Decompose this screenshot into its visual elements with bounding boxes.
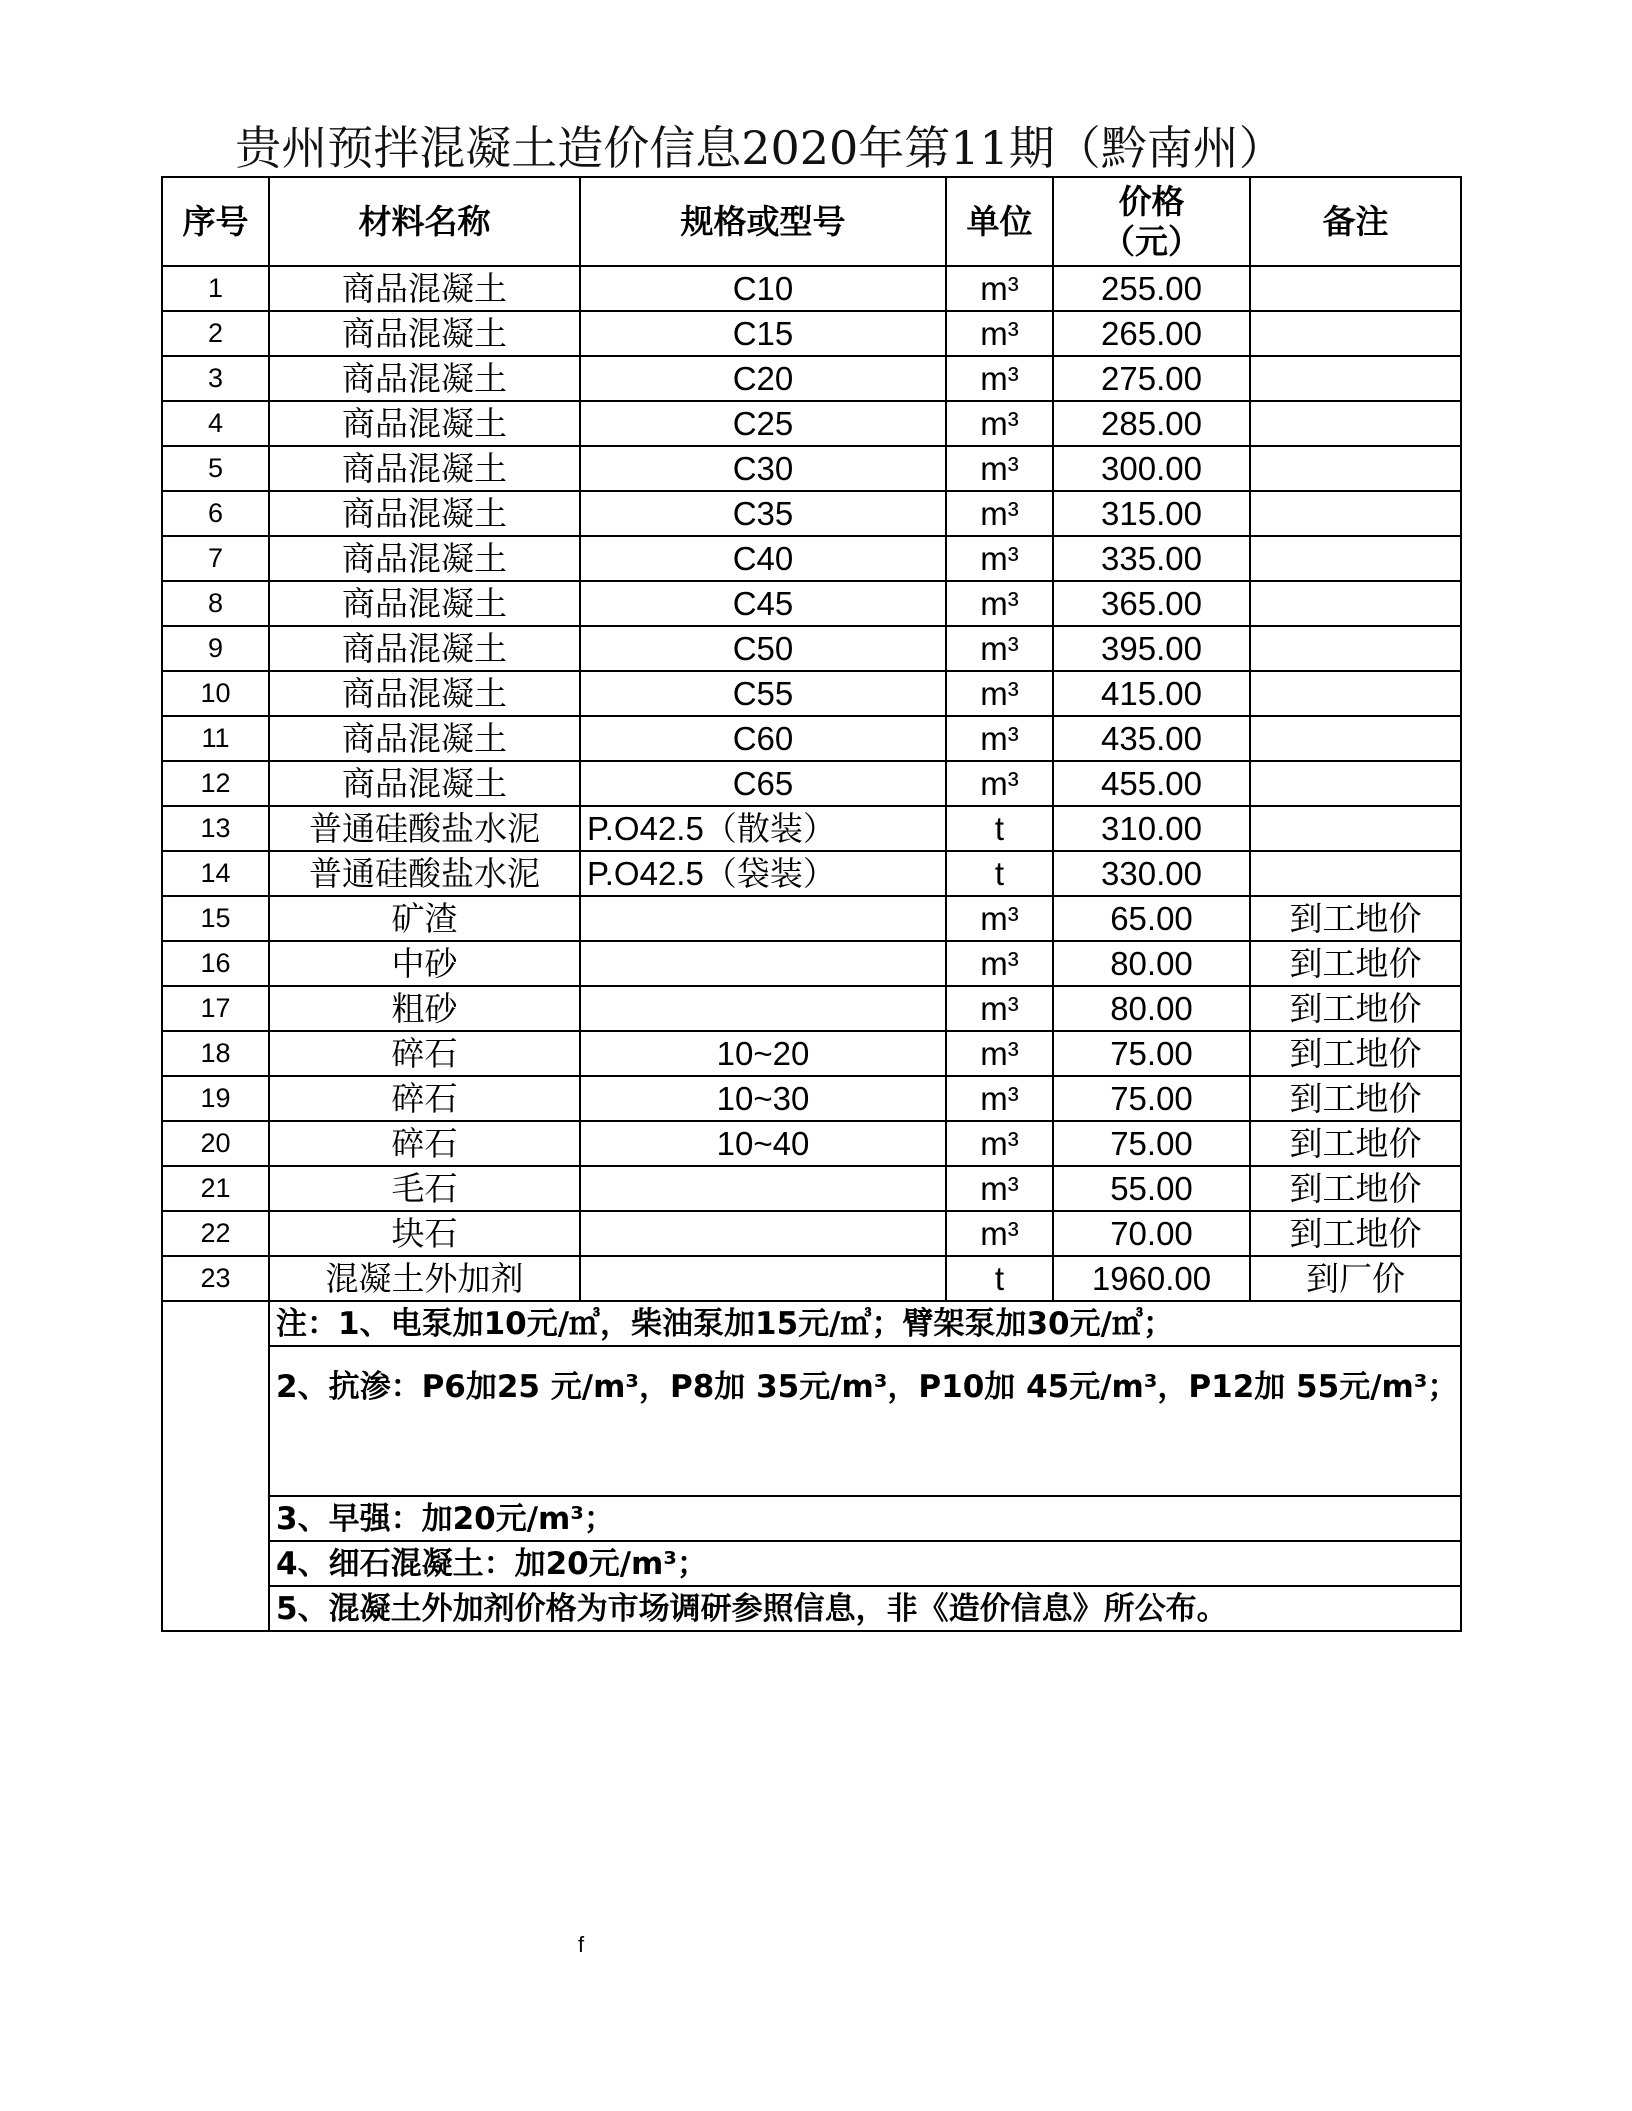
cell-price: 65.00 — [1053, 896, 1250, 941]
table-row — [162, 536, 1461, 581]
cell-no: 6 — [162, 491, 269, 536]
cell-spec: P.O42.5（袋装） — [580, 851, 946, 896]
cell-unit: m³ — [946, 1211, 1053, 1256]
cell-price: 330.00 — [1053, 851, 1250, 896]
note-row — [162, 1541, 1461, 1586]
cell-material-name: 碎石 — [269, 1076, 580, 1121]
cell-unit: m³ — [946, 266, 1053, 311]
cell-spec: C45 — [580, 581, 946, 626]
cell-remark: 到工地价 — [1250, 1076, 1461, 1121]
cell-no: 20 — [162, 1121, 269, 1166]
cell-price: 80.00 — [1053, 986, 1250, 1031]
cell-unit: m³ — [946, 446, 1053, 491]
cell-material-name: 商品混凝土 — [269, 536, 580, 581]
cell-material-name: 商品混凝土 — [269, 446, 580, 491]
cell-material-name: 商品混凝土 — [269, 626, 580, 671]
table-row — [162, 626, 1461, 671]
cell-remark: 到工地价 — [1250, 1211, 1461, 1256]
cell-price: 80.00 — [1053, 941, 1250, 986]
cell-remark — [1250, 266, 1461, 311]
cell-unit: m³ — [946, 1166, 1053, 1211]
cell-remark — [1250, 716, 1461, 761]
table-row — [162, 896, 1461, 941]
cell-spec: C30 — [580, 446, 946, 491]
table-row — [162, 671, 1461, 716]
cell-no: 9 — [162, 626, 269, 671]
cell-remark: 到工地价 — [1250, 1031, 1461, 1076]
cell-material-name: 矿渣 — [269, 896, 580, 941]
cell-no: 1 — [162, 266, 269, 311]
cell-price: 75.00 — [1053, 1031, 1250, 1076]
cell-unit: m³ — [946, 581, 1053, 626]
cell-material-name: 商品混凝土 — [269, 401, 580, 446]
cell-remark — [1250, 446, 1461, 491]
cell-spec — [580, 1256, 946, 1301]
cell-no: 13 — [162, 806, 269, 851]
cell-price: 395.00 — [1053, 626, 1250, 671]
cell-material-name: 粗砂 — [269, 986, 580, 1031]
cell-unit: m³ — [946, 1076, 1053, 1121]
cell-material-name: 碎石 — [269, 1031, 580, 1076]
cell-material-name: 商品混凝土 — [269, 761, 580, 806]
cell-remark — [1250, 626, 1461, 671]
cell-material-name: 商品混凝土 — [269, 671, 580, 716]
note-row — [162, 1496, 1461, 1541]
cell-price: 75.00 — [1053, 1076, 1250, 1121]
cell-price: 285.00 — [1053, 401, 1250, 446]
cell-spec: 10~20 — [580, 1031, 946, 1076]
note-2: 2、抗渗：P6加25 元/m³，P8加 35元/m³，P10加 45元/m³，P12加 55元/m³； — [269, 1346, 1461, 1496]
note-row — [162, 1586, 1461, 1631]
cell-material-name: 商品混凝土 — [269, 581, 580, 626]
cell-spec: C40 — [580, 536, 946, 581]
cell-unit: m³ — [946, 761, 1053, 806]
cell-no: 19 — [162, 1076, 269, 1121]
note-3: 3、早强：加20元/m³； — [269, 1496, 1461, 1541]
cell-price: 435.00 — [1053, 716, 1250, 761]
cell-no: 7 — [162, 536, 269, 581]
cell-material-name: 普通硅酸盐水泥 — [269, 806, 580, 851]
cell-price: 310.00 — [1053, 806, 1250, 851]
cell-no: 10 — [162, 671, 269, 716]
cell-price: 415.00 — [1053, 671, 1250, 716]
cell-spec: C25 — [580, 401, 946, 446]
header-price: 价格 （元） — [1053, 177, 1250, 266]
cell-remark — [1250, 671, 1461, 716]
cell-spec: C15 — [580, 311, 946, 356]
table-row — [162, 1166, 1461, 1211]
cell-price: 315.00 — [1053, 491, 1250, 536]
note-4: 4、细石混凝土：加20元/m³； — [269, 1541, 1461, 1586]
cell-spec: C20 — [580, 356, 946, 401]
cell-unit: t — [946, 851, 1053, 896]
cell-price: 335.00 — [1053, 536, 1250, 581]
cell-remark — [1250, 491, 1461, 536]
header-spec: 规格或型号 — [580, 177, 946, 266]
header-row — [162, 177, 1461, 266]
cell-remark — [1250, 311, 1461, 356]
cell-material-name: 毛石 — [269, 1166, 580, 1211]
cell-material-name: 商品混凝土 — [269, 716, 580, 761]
cell-remark: 到工地价 — [1250, 1166, 1461, 1211]
cell-no: 11 — [162, 716, 269, 761]
cell-material-name: 块石 — [269, 1211, 580, 1256]
table-row — [162, 761, 1461, 806]
cell-no: 4 — [162, 401, 269, 446]
cell-no: 17 — [162, 986, 269, 1031]
cell-price: 265.00 — [1053, 311, 1250, 356]
cell-unit: m³ — [946, 356, 1053, 401]
note-row — [162, 1301, 1461, 1346]
cell-unit: m³ — [946, 716, 1053, 761]
cell-spec: C55 — [580, 671, 946, 716]
cell-remark: 到工地价 — [1250, 941, 1461, 986]
table-row — [162, 716, 1461, 761]
table-row — [162, 851, 1461, 896]
cell-spec: C35 — [580, 491, 946, 536]
cell-no: 18 — [162, 1031, 269, 1076]
cell-unit: m³ — [946, 671, 1053, 716]
cell-unit: m³ — [946, 1031, 1053, 1076]
cell-unit: m³ — [946, 536, 1053, 581]
cell-unit: m³ — [946, 896, 1053, 941]
cell-unit: t — [946, 806, 1053, 851]
table-row — [162, 311, 1461, 356]
page-footer-mark: f — [578, 1932, 585, 1957]
note-side-cell — [162, 1301, 269, 1631]
table-row — [162, 446, 1461, 491]
cell-spec — [580, 896, 946, 941]
cell-spec: P.O42.5（散装） — [580, 806, 946, 851]
cell-remark — [1250, 806, 1461, 851]
cell-no: 21 — [162, 1166, 269, 1211]
cell-price: 365.00 — [1053, 581, 1250, 626]
cell-spec: C50 — [580, 626, 946, 671]
cell-remark — [1250, 356, 1461, 401]
table-row — [162, 1076, 1461, 1121]
note-1: 注：1、电泵加10元/㎥，柴油泵加15元/㎥；臂架泵加30元/㎥； — [269, 1301, 1461, 1346]
table-row — [162, 1256, 1461, 1301]
cell-spec: C60 — [580, 716, 946, 761]
cell-spec: 10~40 — [580, 1121, 946, 1166]
cell-price: 70.00 — [1053, 1211, 1250, 1256]
table-row — [162, 986, 1461, 1031]
cell-material-name: 商品混凝土 — [269, 266, 580, 311]
header-unit: 单位 — [946, 177, 1053, 266]
cell-unit: t — [946, 1256, 1053, 1301]
cell-no: 15 — [162, 896, 269, 941]
cell-price: 255.00 — [1053, 266, 1250, 311]
cell-spec — [580, 986, 946, 1031]
cell-remark: 到厂价 — [1250, 1256, 1461, 1301]
cell-no: 3 — [162, 356, 269, 401]
table-row — [162, 806, 1461, 851]
note-5: 5、混凝土外加剂价格为市场调研参照信息，非《造价信息》所公布。 — [269, 1586, 1461, 1631]
cell-no: 23 — [162, 1256, 269, 1301]
cell-unit: m³ — [946, 311, 1053, 356]
cell-price: 275.00 — [1053, 356, 1250, 401]
table-row — [162, 401, 1461, 446]
cell-unit: m³ — [946, 986, 1053, 1031]
cell-remark — [1250, 401, 1461, 446]
cell-remark — [1250, 761, 1461, 806]
cell-material-name: 普通硅酸盐水泥 — [269, 851, 580, 896]
cell-material-name: 商品混凝土 — [269, 311, 580, 356]
cell-no: 16 — [162, 941, 269, 986]
cell-remark — [1250, 581, 1461, 626]
cell-unit: m³ — [946, 941, 1053, 986]
header-name: 材料名称 — [269, 177, 580, 266]
cell-remark — [1250, 536, 1461, 581]
cell-material-name: 碎石 — [269, 1121, 580, 1166]
cell-unit: m³ — [946, 626, 1053, 671]
table-row — [162, 356, 1461, 401]
cell-no: 8 — [162, 581, 269, 626]
cell-unit: m³ — [946, 491, 1053, 536]
cell-spec: C65 — [580, 761, 946, 806]
cell-material-name: 商品混凝土 — [269, 356, 580, 401]
cell-price: 300.00 — [1053, 446, 1250, 491]
cell-spec — [580, 1211, 946, 1256]
header-no: 序号 — [162, 177, 269, 266]
table-row — [162, 266, 1461, 311]
table-row — [162, 941, 1461, 986]
table-row — [162, 491, 1461, 536]
header-remark: 备注 — [1250, 177, 1461, 266]
cell-unit: m³ — [946, 1121, 1053, 1166]
table-row — [162, 1031, 1461, 1076]
page-title: 贵州预拌混凝土造价信息2020年第11期（黔南州） — [235, 121, 1285, 175]
price-table — [161, 176, 1462, 1632]
cell-material-name: 商品混凝土 — [269, 491, 580, 536]
table-body — [162, 266, 1461, 1631]
cell-spec — [580, 941, 946, 986]
cell-price: 55.00 — [1053, 1166, 1250, 1211]
cell-price: 455.00 — [1053, 761, 1250, 806]
cell-price: 1960.00 — [1053, 1256, 1250, 1301]
cell-no: 2 — [162, 311, 269, 356]
cell-no: 12 — [162, 761, 269, 806]
note-row — [162, 1346, 1461, 1496]
cell-material-name: 中砂 — [269, 941, 580, 986]
cell-no: 14 — [162, 851, 269, 896]
cell-no: 22 — [162, 1211, 269, 1256]
cell-spec: 10~30 — [580, 1076, 946, 1121]
cell-price: 75.00 — [1053, 1121, 1250, 1166]
cell-remark: 到工地价 — [1250, 896, 1461, 941]
cell-remark — [1250, 851, 1461, 896]
table-row — [162, 1211, 1461, 1256]
cell-remark: 到工地价 — [1250, 986, 1461, 1031]
cell-material-name: 混凝土外加剂 — [269, 1256, 580, 1301]
cell-spec — [580, 1166, 946, 1211]
cell-no: 5 — [162, 446, 269, 491]
table-row — [162, 1121, 1461, 1166]
cell-unit: m³ — [946, 401, 1053, 446]
table-row — [162, 581, 1461, 626]
cell-spec: C10 — [580, 266, 946, 311]
cell-remark: 到工地价 — [1250, 1121, 1461, 1166]
